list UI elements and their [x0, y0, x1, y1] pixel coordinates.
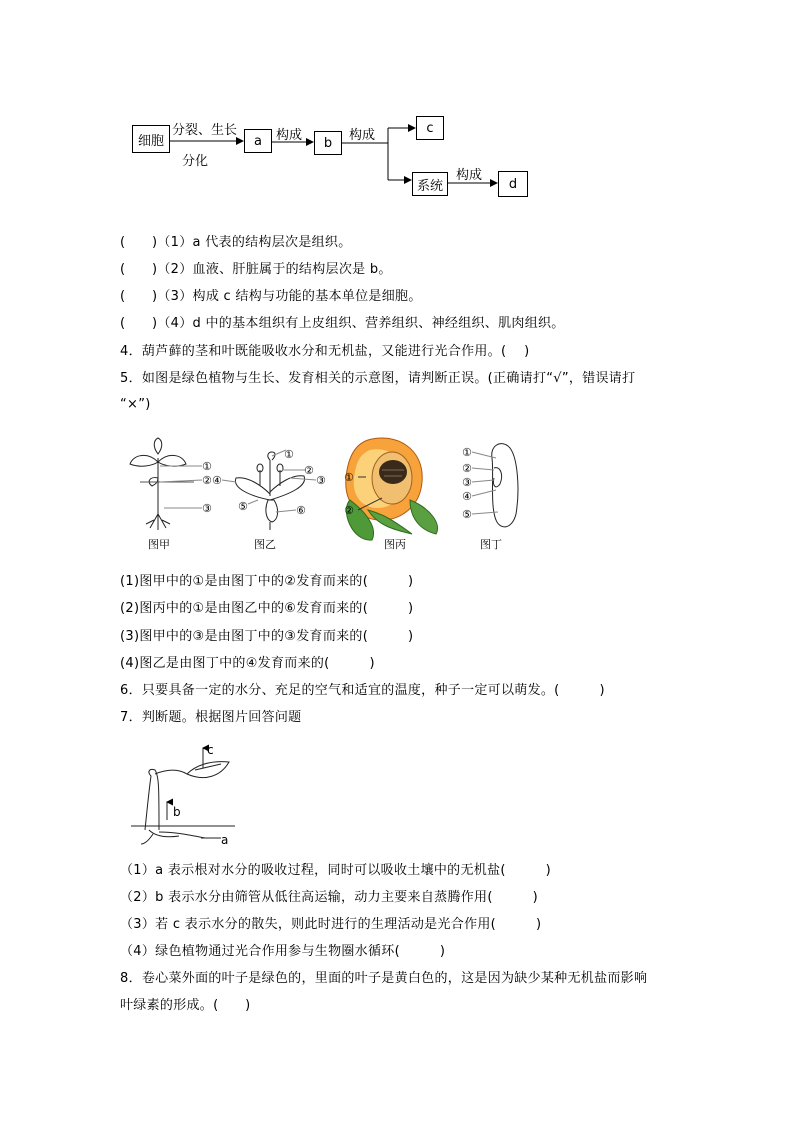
fig-d-label-1: ① [462, 446, 472, 459]
figure-c-peach [346, 438, 438, 540]
water-transport-figure [125, 740, 255, 850]
a-box: a [244, 129, 272, 153]
fig-d-caption: 图丁 [480, 538, 502, 551]
fig-c-caption: 图丙 [384, 538, 406, 551]
fig-b-label-3: ③ [316, 474, 326, 487]
fig-a-caption: 图甲 [148, 538, 170, 551]
q3-item-1: ( )（1）a 代表的结构层次是组织。 [120, 235, 352, 250]
q3-item-3: ( )（3）构成 c 结构与功能的基本单位是细胞。 [120, 289, 422, 304]
fig-b-label-4: ④ [212, 474, 222, 487]
question-7: 7．判断题。根据图片回答问题 [120, 710, 302, 725]
figure-a-seedling [130, 438, 202, 530]
q3-item-2: ( )（2）血液、肝脏属于的结构层次是 b。 [120, 262, 392, 277]
fig-b-label-2: ② [304, 464, 314, 477]
fig-d-label-2: ② [462, 462, 472, 475]
fig-a-label-2: ② [202, 474, 212, 487]
q5-item-4: (4)图乙是由图丁中的④发育而来的( ) [120, 656, 375, 671]
q7-item-2: （2）b 表示水分由筛管从低往高运输，动力主要来自蒸腾作用( ) [120, 890, 538, 905]
flow-arrows [0, 0, 794, 230]
arrow1-top-label: 分裂、生长 [172, 123, 238, 138]
d-box: d [498, 171, 528, 197]
fig-d-label-5: ⑤ [462, 508, 472, 521]
fig-a-label-3: ③ [202, 502, 212, 515]
question-4: 4．葫芦藓的茎和叶既能吸收水分和无机盐，又能进行光合作用。( ) [120, 344, 530, 359]
q7-item-4: （4）绿色植物通过光合作用参与生物圈水循环( ) [120, 944, 446, 959]
figure-b-flower [222, 450, 316, 530]
question-8-line2: 叶绿素的形成。( ) [120, 998, 251, 1013]
b-box: b [314, 131, 342, 155]
fig-d-label-4: ④ [462, 490, 472, 503]
q7-item-1: （1）a 表示根对水分的吸收过程，同时可以吸收土壤中的无机盐( ) [120, 863, 552, 878]
figure-d-seed [472, 444, 518, 527]
fig-c-label-1: ① [344, 471, 354, 484]
q3-item-4: ( )（4）d 中的基本组织有上皮组织、营养组织、神经组织、肌肉组织。 [120, 316, 565, 331]
question-8-line1: 8．卷心菜外面的叶子是绿色的，里面的叶子是黄白色的，这是因为缺少某种无机盐而影响 [120, 971, 648, 986]
question-6: 6．只要具备一定的水分、充足的空气和适宜的温度，种子一定可以萌发。( ) [120, 683, 605, 698]
q7-item-3: （3）若 c 表示水分的散失，则此时进行的生理活动是光合作用( ) [120, 917, 542, 932]
fig-a-label-1: ① [202, 460, 212, 473]
fig7-label-a: a [221, 833, 229, 847]
system-box: 系统 [412, 172, 448, 196]
fig-b-label-5: ⑤ [238, 500, 248, 513]
arrow4-label: 构成 [456, 168, 483, 183]
fig-b-caption: 图乙 [254, 538, 276, 551]
q5-item-2: (2)图丙中的①是由图乙中的⑥发育而来的( ) [120, 601, 414, 616]
c-box: c [416, 116, 444, 140]
q5-item-1: (1)图甲中的①是由图丁中的②发育而来的( ) [120, 574, 414, 589]
fig7-label-c: c [207, 743, 214, 757]
fig-d-label-3: ③ [462, 476, 472, 489]
fig-b-label-1: ① [284, 448, 294, 461]
arrow3-label: 构成 [349, 128, 376, 143]
plant-development-figure [120, 430, 540, 560]
q5-item-3: (3)图甲中的③是由图丁中的③发育而来的( ) [120, 629, 414, 644]
question-5-line2: “×”) [120, 397, 151, 412]
fig-c-label-2: ② [344, 504, 354, 517]
arrow1-bottom-label: 分化 [182, 154, 209, 169]
fig-b-label-6: ⑥ [296, 504, 306, 517]
cell-box: 细胞 [132, 125, 170, 153]
question-5-line1: 5．如图是绿色植物与生长、发育相关的示意图，请判断正误。(正确请打“√”，错误请打 [120, 371, 636, 386]
arrow2-label: 构成 [276, 128, 303, 143]
fig7-label-b: b [173, 805, 181, 819]
